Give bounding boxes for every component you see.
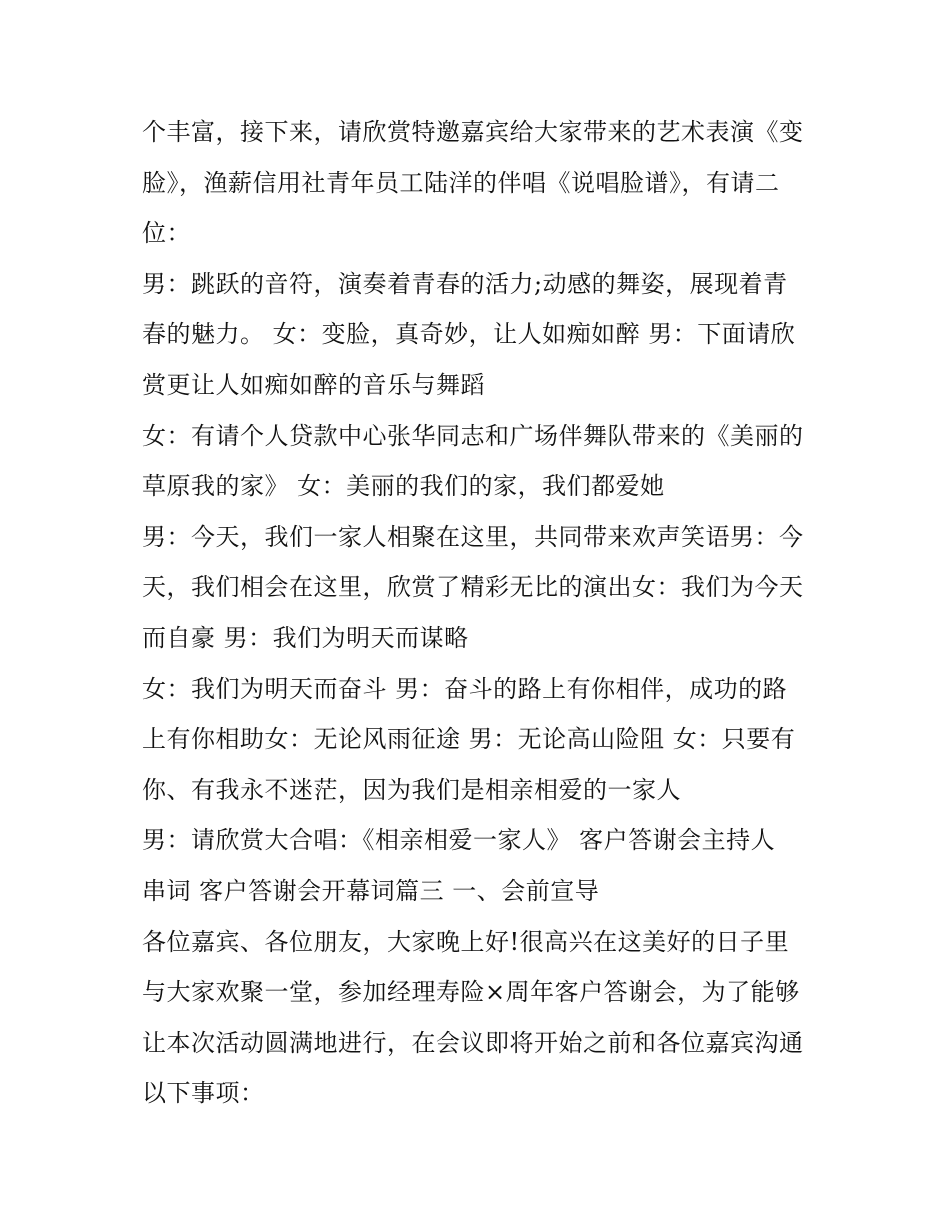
text-line: 上有你相助女：无论风雨征途 男：无论高山险阻 女：只要有 bbox=[142, 725, 796, 754]
text-line: 草原我的家》 女：美丽的我们的家，我们都爱她 bbox=[142, 472, 665, 501]
text-line: 女：有请个人贷款中心张华同志和广场伴舞队带来的《美丽的 bbox=[142, 421, 804, 450]
text-line: 位： bbox=[142, 219, 191, 248]
text-line: 天，我们相会在这里，欣赏了精彩无比的演出女：我们为今天 bbox=[142, 573, 804, 602]
text-line: 与大家欢聚一堂，参加经理寿险×周年客户答谢会，为了能够 bbox=[142, 978, 800, 1007]
text-line: 你、有我永不迷茫，因为我们是相亲相爱的一家人 bbox=[142, 775, 681, 804]
text-line: 男：请欣赏大合唱：《相亲相爱一家人》 客户答谢会主持人 bbox=[142, 826, 776, 855]
text-line: 各位嘉宾、各位朋友，大家晚上好!很高兴在这美好的日子里 bbox=[142, 927, 790, 956]
text-line: 个丰富，接下来，请欣赏特邀嘉宾给大家带来的艺术表演《变 bbox=[142, 118, 804, 146]
text-line: 脸》，渔薪信用社青年员工陆洋的伴唱《说唱脸谱》，有请二 bbox=[142, 168, 780, 197]
text-line: 串词 客户答谢会开幕词篇三 一、会前宣导 bbox=[142, 876, 600, 905]
text-line: 女：我们为明天而奋斗 男：奋斗的路上有你相伴，成功的路 bbox=[142, 674, 788, 703]
text-line: 男：今天，我们一家人相聚在这里，共同带来欢声笑语男：今 bbox=[142, 522, 804, 551]
document-body bbox=[142, 107, 822, 1119]
text-line: 让本次活动圆满地进行，在会议即将开始之前和各位嘉宾沟通 bbox=[142, 1028, 804, 1057]
text-line: 赏更让人如痴如醉的音乐与舞蹈 bbox=[142, 370, 485, 399]
text-line: 而自豪 男：我们为明天而谋略 bbox=[142, 623, 469, 652]
text-line: 春的魅力。 女：变脸，真奇妙，让人如痴如醉 男：下面请欣 bbox=[142, 320, 796, 349]
text-line: 男：跳跃的音符，演奏着青春的活力;动感的舞姿，展现着青 bbox=[142, 269, 788, 298]
text-line: 以下事项： bbox=[142, 1079, 265, 1108]
